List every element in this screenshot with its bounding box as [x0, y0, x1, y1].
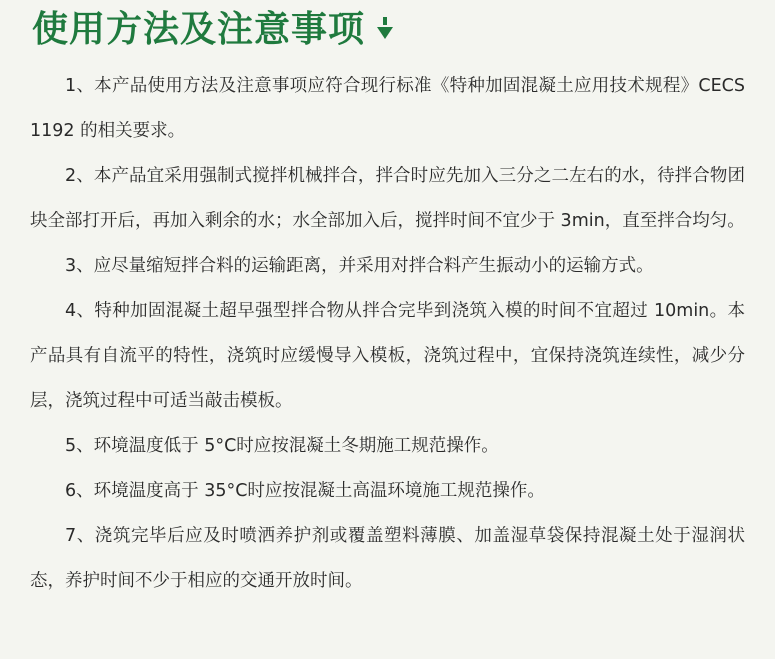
- instruction-paragraph-7: 7、浇筑完毕后应及时喷洒养护剂或覆盖塑料薄膜、加盖湿草袋保持混凝土处于湿润状态，养护时间不少于相应的交通开放时间。: [30, 526, 745, 591]
- section-header: [32, 8, 745, 52]
- instruction-paragraph-4: 4、特种加固混凝土超早强型拌合物从拌合完毕到浇筑入模的时间不宜超过 10min。本产品具有自流平的特性，浇筑时应缓慢导入模板，浇筑过程中，宜保持浇筑连续性，减少分层，浇筑过程中可适当敲击模板。: [30, 301, 745, 411]
- down-arrow-icon: [377, 27, 393, 39]
- instruction-paragraph-1: 1、本产品使用方法及注意事项应符合现行标准《特种加固混凝土应用技术规程》CECS 1192 的相关要求。: [30, 76, 745, 141]
- instruction-paragraph-3: 3、应尽量缩短拌合料的运输距离，并采用对拌合料产生振动小的运输方式。: [65, 256, 654, 276]
- instruction-paragraph-2: 2、本产品宜采用强制式搅拌机械拌合，拌合时应先加入三分之二左右的水，待拌合物团块全部打开后，再加入剩余的水；水全部加入后，搅拌时间不宜少于 3min，直至拌合均匀。: [30, 166, 745, 231]
- section-title: 使用方法及注意事项: [32, 9, 366, 50]
- instructions-list: [30, 64, 745, 604]
- instruction-paragraph-6: 6、环境温度高于 35°C时应按混凝土高温环境施工规范操作。: [65, 481, 545, 501]
- instruction-paragraph-5: 5、环境温度低于 5°C时应按混凝土冬期施工规范操作。: [65, 436, 499, 456]
